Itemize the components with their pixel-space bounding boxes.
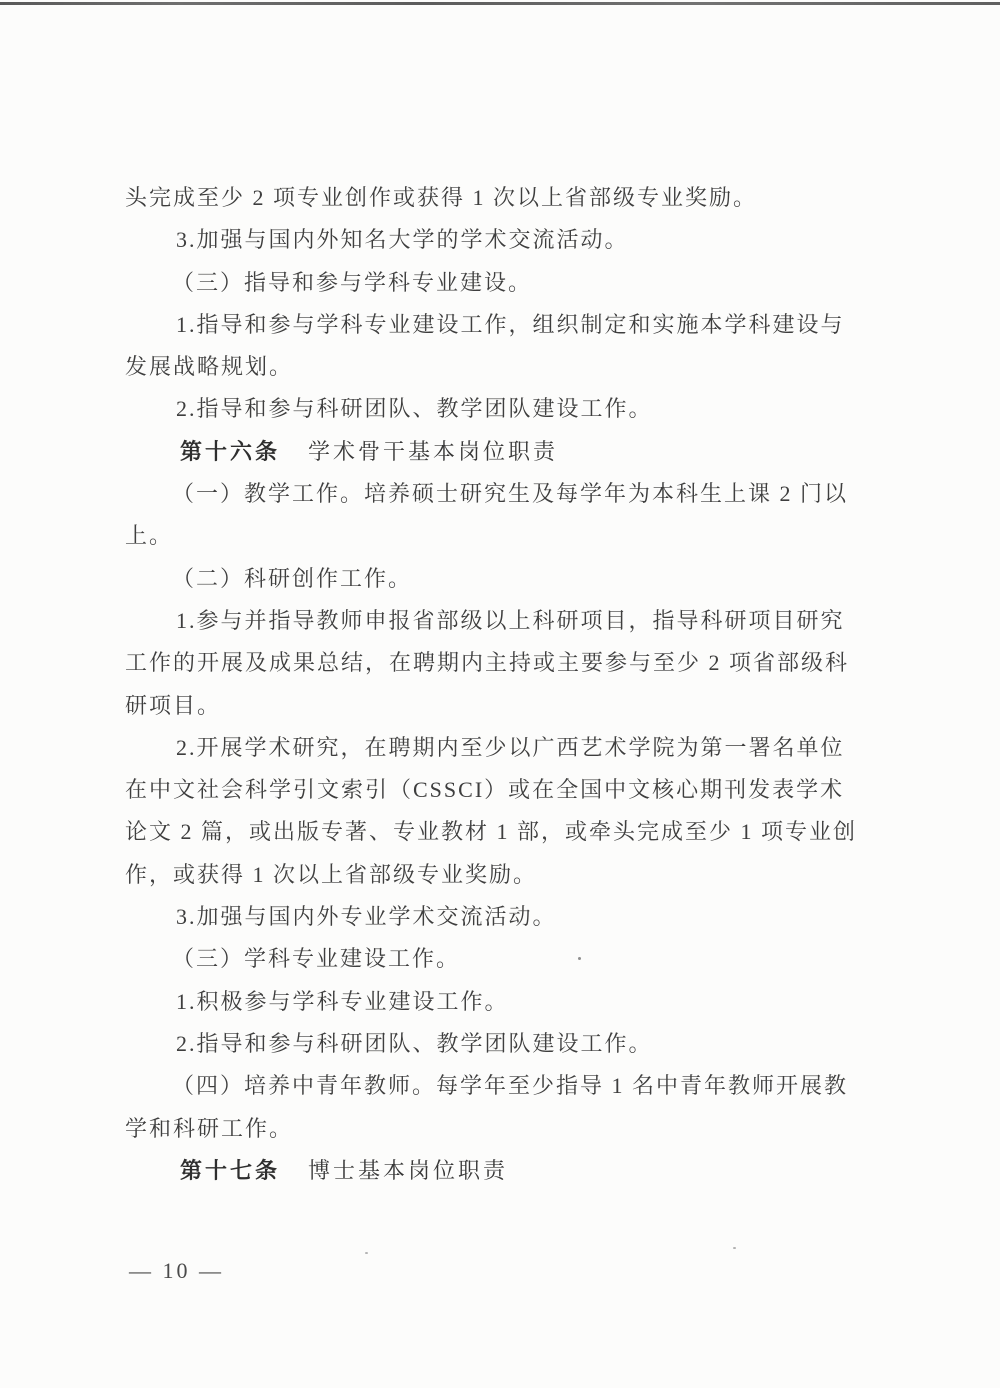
text-line: 3.加强与国内外专业学术交流活动。 [176,904,557,930]
article-heading-17 [125,1150,880,1192]
text-line: （四）培养中青年教师。每学年至少指导 1 名中青年教师开展教 [172,1073,849,1099]
article-title: 学术骨干基本岗位职责 [308,438,559,464]
text-line: 在中文社会科学引文索引（CSSCI）或在全国中文核心期刊发表学术 [125,777,845,803]
text-line: 2.指导和参与科研团队、教学团队建设工作。 [176,1030,653,1056]
text-line: 发展战略规划。 [125,354,294,380]
text-line: 2.开展学术研究，在聘期内至少以广西艺术学院为第一署名单位 [176,734,845,760]
scan-speck [733,1247,736,1249]
text-line: 论文 2 篇，或出版专著、专业教材 1 部，或牵头完成至少 1 项专业创 [125,819,858,845]
article-title: 博士基本岗位职责 [308,1157,509,1183]
scan-speck [365,1252,368,1254]
text-line: 作，或获得 1 次以上省部级专业奖励。 [125,861,538,887]
text-line: （三）指导和参与学科专业建设。 [172,269,533,295]
text-line: 头完成至少 2 项专业创作或获得 1 次以上省部级专业奖励。 [125,185,758,210]
page-number: — 10 — [129,1258,224,1283]
document-body [125,177,880,1192]
scan-speck [578,957,581,960]
text-line: 2.指导和参与科研团队、教学团队建设工作。 [176,396,653,422]
text-line: （一）教学工作。培养硕士研究生及每学年为本科生上课 2 门以 [172,481,849,507]
text-line: 1.积极参与学科专业建设工作。 [176,988,509,1014]
scanner-artifact-line [0,2,1000,5]
text-line: （二）科研创作工作。 [172,565,413,591]
article-number: 第十七条 [180,1157,281,1183]
text-line: 学和科研工作。 [125,1115,294,1141]
text-line: 工作的开展及成果总结，在聘期内主持或主要参与至少 2 项省部级科 [125,650,850,676]
text-line: 1.参与并指导教师申报省部级以上科研项目，指导科研项目研究 [176,607,845,633]
text-line: 上。 [125,523,174,549]
article-number: 第十六条 [180,438,281,464]
text-line: 1.指导和参与学科专业建设工作，组织制定和实施本学科建设与 [176,311,845,337]
article-heading-16 [125,431,880,473]
text-line: 3.加强与国内外知名大学的学术交流活动。 [176,227,629,253]
text-line: （三）学科专业建设工作。 [172,946,461,972]
text-line: 研项目。 [125,692,222,718]
